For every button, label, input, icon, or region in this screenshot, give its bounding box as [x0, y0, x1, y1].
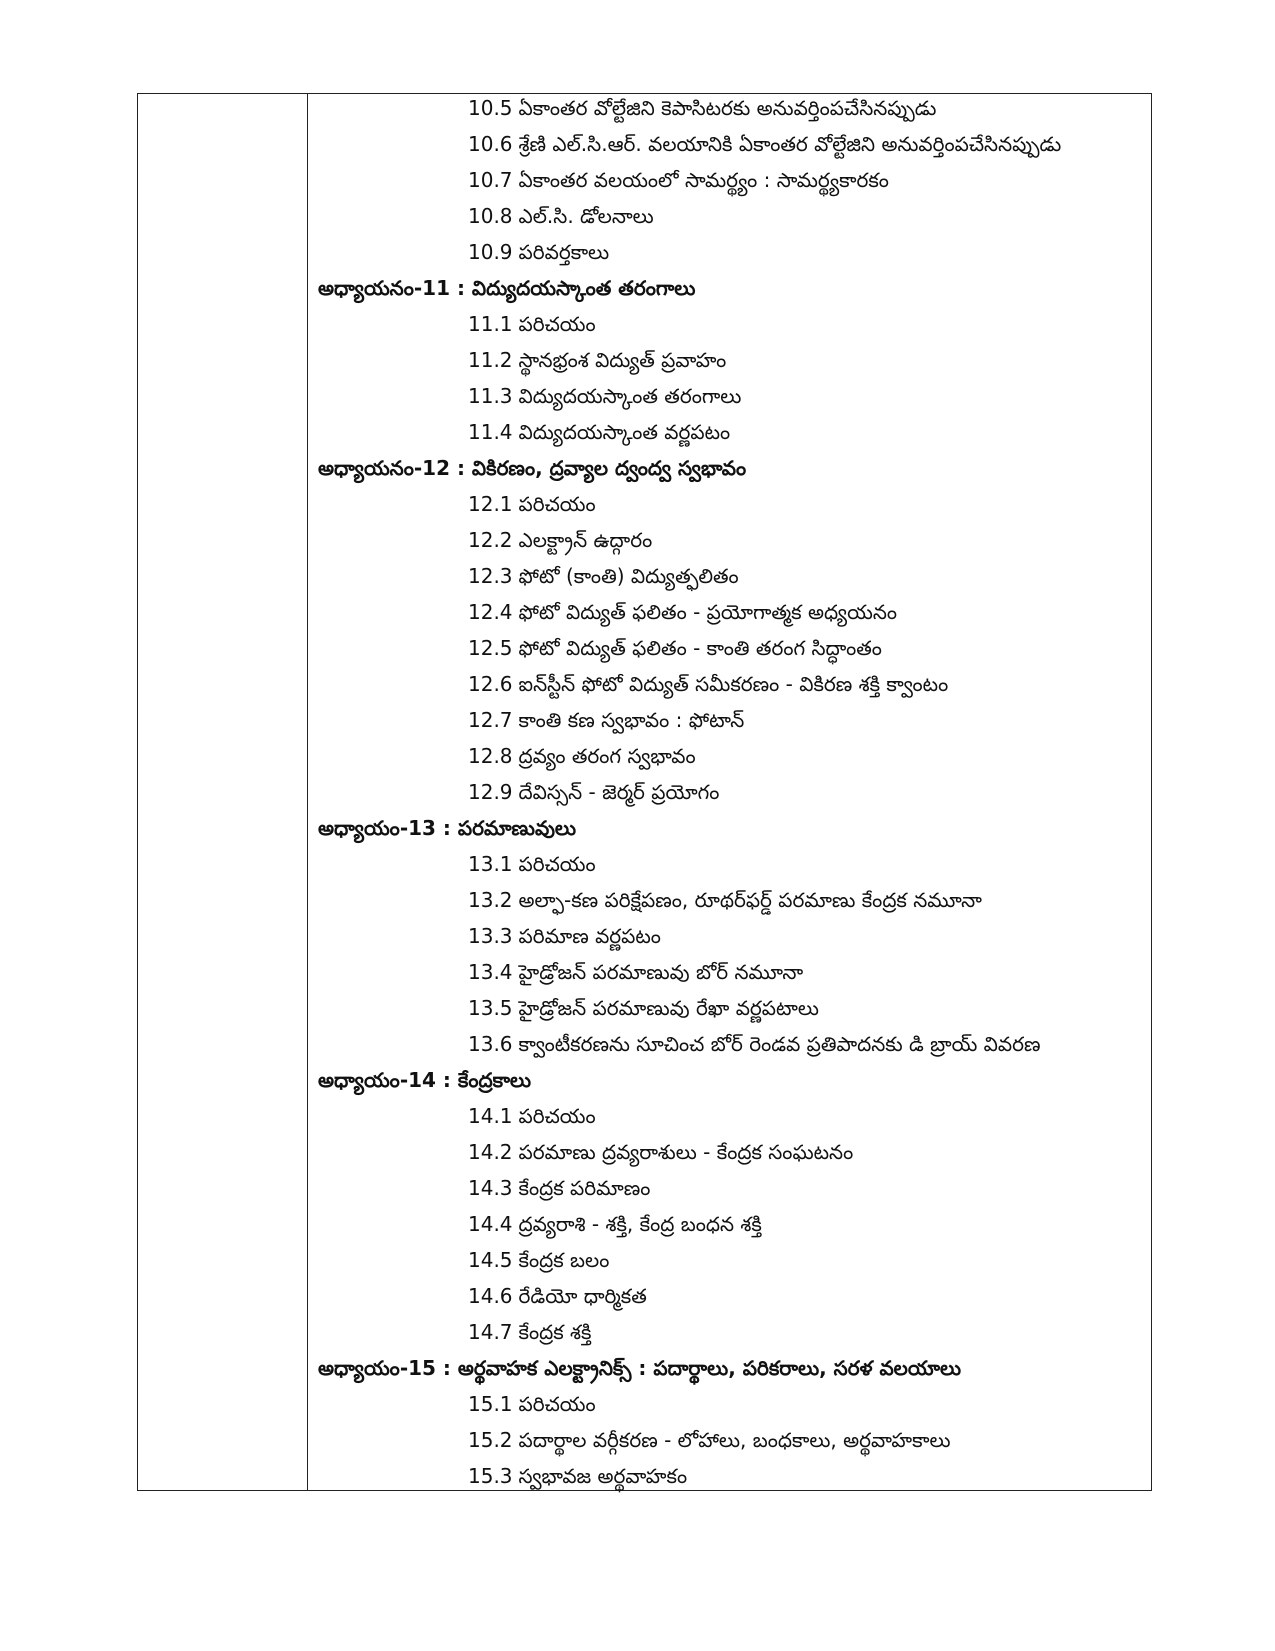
section-number: 13.2	[468, 888, 513, 912]
section-title: పరిచయం	[518, 492, 596, 516]
section-number: 14.2	[468, 1140, 513, 1164]
section-title: ఫోటో (కాంతి) విద్యుత్ఫలితం	[518, 564, 739, 588]
section-item	[318, 1422, 1143, 1458]
section-item	[318, 594, 1143, 630]
chapter-heading: అధ్యాయనం-11 : విద్యుదయస్కాంత తరంగాలు	[318, 276, 696, 300]
section-title: పరిచయం	[518, 1392, 596, 1416]
section-item	[318, 954, 1143, 990]
section-title: పరమాణు ద్రవ్యరాశులు - కేంద్రక సంఘటనం	[518, 1140, 854, 1164]
section-number: 10.7	[468, 168, 513, 192]
chapter-heading: అధ్యాయనం-12 : వికిరణం, ద్రవ్యాల ద్వంద్వ స్వభావం	[318, 456, 747, 480]
section-number: 13.1	[468, 852, 513, 876]
section-title: అల్ఫా-కణ పరిక్షేపణం, రూథర్‌ఫర్డ్ పరమాణు కేంద్రక నమూనా	[518, 888, 982, 912]
section-title: క్వాంటీకరణను సూచించ బోర్ రెండవ ప్రతిపాదనకు డి బ్రాయ్ వివరణ	[518, 1032, 1041, 1056]
section-item	[318, 486, 1143, 522]
section-title: పరివర్తకాలు	[518, 240, 610, 264]
section-title: విద్యుదయస్కాంత వర్ణపటం	[518, 420, 731, 444]
section-title: హైడ్రోజన్ పరమాణువు బోర్ నమూనా	[518, 960, 804, 984]
section-item	[318, 90, 1143, 126]
section-item	[318, 198, 1143, 234]
section-title: రేడియో ధార్మికత	[518, 1284, 647, 1308]
section-number: 12.9	[468, 780, 513, 804]
section-number: 14.5	[468, 1248, 513, 1272]
section-title: హైడ్రోజన్ పరమాణువు రేఖా వర్ణపటాలు	[518, 996, 819, 1020]
section-title: ఎలక్ట్రాన్ ఉద్గారం	[518, 528, 653, 552]
section-number: 12.8	[468, 744, 513, 768]
section-number: 14.1	[468, 1104, 513, 1128]
section-item	[318, 990, 1143, 1026]
section-title: దేవిస్సన్ - జెర్మర్ ప్రయోగం	[518, 780, 720, 804]
section-number: 13.4	[468, 960, 513, 984]
section-title: స్వభావజ అర్థవాహకం	[518, 1464, 688, 1488]
section-number: 15.1	[468, 1392, 513, 1416]
section-title: పరిచయం	[518, 852, 596, 876]
section-number: 10.9	[468, 240, 513, 264]
section-number: 12.4	[468, 600, 513, 624]
section-title: ద్రవ్యం తరంగ స్వభావం	[518, 744, 696, 768]
section-title: పదార్థాల వర్గీకరణ - లోహాలు, బంధకాలు, అర్థవాహకాలు	[518, 1428, 951, 1452]
section-title: శ్రేణి ఎల్.సి.ఆర్. వలయానికి ఏకాంతర వోల్టేజిని అనువర్తింపచేసినప్పుడు	[518, 132, 1062, 156]
section-number: 12.6	[468, 672, 513, 696]
section-item	[318, 738, 1143, 774]
section-item	[318, 414, 1143, 450]
section-title: విద్యుదయస్కాంత తరంగాలు	[518, 384, 742, 408]
section-item	[318, 1026, 1143, 1062]
section-title: ఫోటో విద్యుత్ ఫలితం - కాంతి తరంగ సిద్ధాంతం	[518, 636, 882, 660]
section-item	[318, 1206, 1143, 1242]
section-item	[318, 666, 1143, 702]
section-number: 15.2	[468, 1428, 513, 1452]
section-item	[318, 342, 1143, 378]
section-item	[318, 1170, 1143, 1206]
section-number: 14.7	[468, 1320, 513, 1344]
section-item	[318, 522, 1143, 558]
section-item	[318, 1098, 1143, 1134]
section-number: 15.3	[468, 1464, 513, 1488]
chapter-heading: అధ్యాయం-14 : కేంద్రకాలు	[318, 1068, 532, 1092]
section-number: 13.3	[468, 924, 513, 948]
section-number: 11.3	[468, 384, 513, 408]
section-number: 12.5	[468, 636, 513, 660]
section-number: 14.4	[468, 1212, 513, 1236]
section-title: ఐన్‌స్టీన్ ఫోటో విద్యుత్ సమీకరణం - వికిరణ శక్తి క్వాంటం	[518, 672, 949, 696]
section-item	[318, 1314, 1143, 1350]
section-item	[318, 774, 1143, 810]
column-divider	[307, 94, 308, 1490]
section-item	[318, 1458, 1143, 1494]
section-number: 13.5	[468, 996, 513, 1020]
section-item	[318, 1278, 1143, 1314]
section-item	[318, 234, 1143, 270]
section-number: 10.8	[468, 204, 513, 228]
section-title: పరిమాణ వర్ణపటం	[518, 924, 661, 948]
section-number: 14.6	[468, 1284, 513, 1308]
section-item	[318, 1242, 1143, 1278]
section-title: కాంతి కణ స్వభావం : ఫోటాన్	[518, 708, 745, 732]
section-title: కేంద్రక బలం	[518, 1248, 610, 1272]
chapter-heading: అధ్యాయం-13 : పరమాణువులు	[318, 816, 577, 840]
section-title: స్థానభ్రంశ విద్యుత్ ప్రవాహం	[518, 348, 727, 372]
section-item	[318, 1134, 1143, 1170]
section-item	[318, 378, 1143, 414]
section-item	[318, 630, 1143, 666]
section-title: కేంద్రక శక్తి	[518, 1320, 592, 1344]
section-number: 10.6	[468, 132, 513, 156]
section-number: 12.1	[468, 492, 513, 516]
section-number: 12.2	[468, 528, 513, 552]
section-number: 12.7	[468, 708, 513, 732]
section-item	[318, 702, 1143, 738]
section-title: ఫోటో విద్యుత్ ఫలితం - ప్రయోగాత్మక అధ్యయనం	[518, 600, 897, 624]
section-title: ఎల్.సి. డోలనాలు	[518, 204, 654, 228]
section-title: ద్రవ్యరాశి - శక్తి, కేంద్ర బంధన శక్తి	[518, 1212, 762, 1236]
section-item	[318, 882, 1143, 918]
section-item	[318, 162, 1143, 198]
section-item	[318, 918, 1143, 954]
section-title: పరిచయం	[518, 1104, 596, 1128]
section-item	[318, 126, 1143, 162]
section-item	[318, 306, 1143, 342]
section-item	[318, 558, 1143, 594]
section-title: ఏకాంతర వోల్టేజిని కెపాసిటరకు అనువర్తింపచేసినప్పుడు	[518, 96, 937, 120]
section-title: ఏకాంతర వలయంలో సామర్థ్యం : సామర్థ్యకారకం	[518, 168, 889, 192]
section-title: పరిచయం	[518, 312, 596, 336]
section-number: 14.3	[468, 1176, 513, 1200]
section-item	[318, 1386, 1143, 1422]
section-number: 11.1	[468, 312, 513, 336]
chapter-heading: అధ్యాయం-15 : అర్థవాహక ఎలక్ట్రానిక్స్ : పదార్థాలు, పరికరాలు, సరళ వలయాలు	[318, 1356, 962, 1380]
section-item	[318, 846, 1143, 882]
syllabus-content-column	[318, 94, 1143, 1490]
section-number: 10.5	[468, 96, 513, 120]
section-number: 11.4	[468, 420, 513, 444]
section-number: 12.3	[468, 564, 513, 588]
syllabus-table	[137, 93, 1152, 1491]
section-number: 13.6	[468, 1032, 513, 1056]
section-number: 11.2	[468, 348, 513, 372]
section-title: కేంద్రక పరిమాణం	[518, 1176, 651, 1200]
